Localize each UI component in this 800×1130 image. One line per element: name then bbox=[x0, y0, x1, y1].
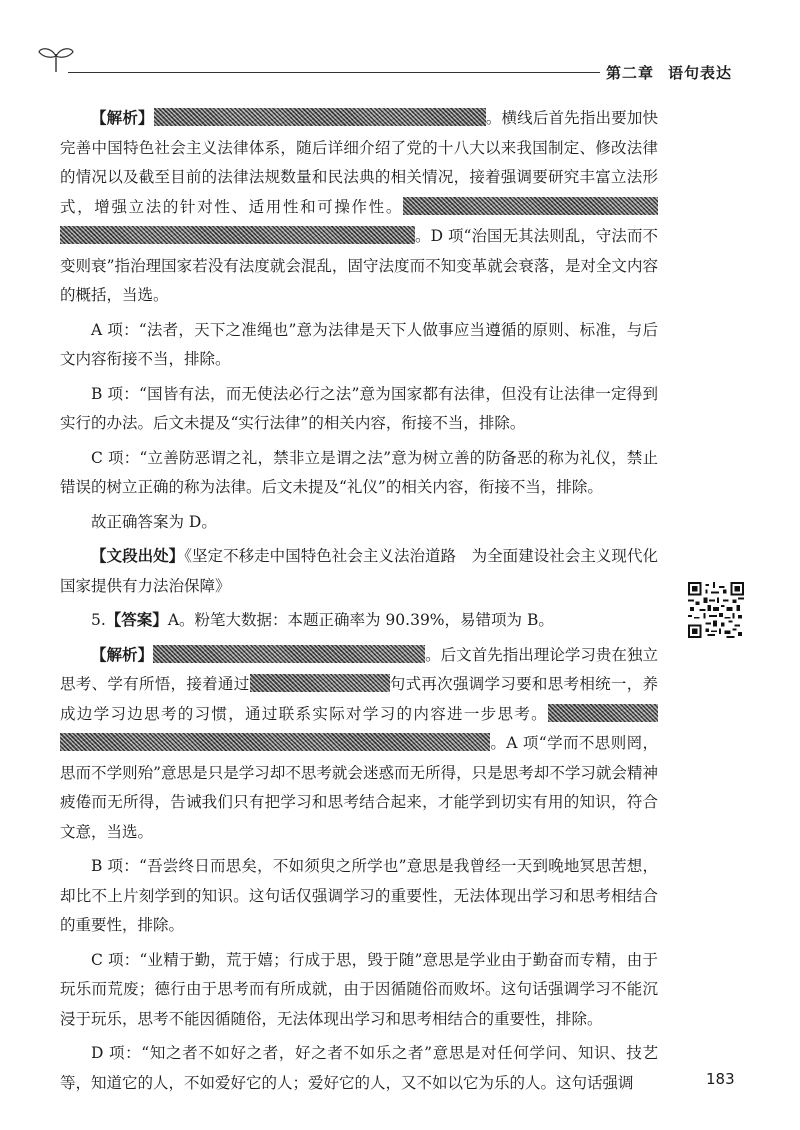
redacted-text bbox=[60, 733, 490, 751]
option-a-q4: A 项：“法者，天下之准绳也”意为法律是天下人做事应当遵循的原则、标准，与后文内容衔接不当，排除。 bbox=[60, 320, 658, 368]
question-number: 5. bbox=[91, 611, 106, 629]
answer-tag: 【答案】 bbox=[105, 611, 168, 629]
source-q4: 【文段出处】《坚定不移走中国特色社会主义法治道路 为全面建设社会主义现代化国家提供有力法治保障》 bbox=[60, 547, 658, 595]
header-rule bbox=[68, 72, 600, 73]
answer-summary-q4: 故正确答案为 D。 bbox=[91, 512, 217, 531]
answer-q5: 5.【答案】A。粉笔大数据：本题正确率为 90.39%，易错项为 B。 bbox=[91, 611, 554, 629]
redacted-text bbox=[403, 197, 658, 215]
qr-code-icon[interactable] bbox=[688, 582, 744, 638]
chapter-title: 语句表达 bbox=[668, 64, 733, 82]
analysis-tag: 【解析】 bbox=[91, 109, 154, 127]
analysis-tag: 【解析】 bbox=[91, 645, 154, 664]
redacted-text bbox=[250, 674, 390, 692]
source-tag: 【文段出处】 bbox=[91, 547, 185, 565]
option-b-q4: B 项：“国皆有法，而无使法必行之法”意为国家都有法律，但没有让法律一定得到实行的办法。后文未提及“实行法律”的相关内容，衔接不当，排除。 bbox=[60, 384, 658, 432]
redacted-text bbox=[60, 226, 415, 244]
page-body bbox=[60, 104, 658, 1098]
sprout-leaf-icon bbox=[36, 42, 76, 76]
option-c-q5: C 项：“业精于勤，荒于嬉；行成于思，毁于随”意思是学业由于勤奋而专精，由于玩乐而荒废；德行由于思考而有所成就，由于因循随俗而败坏。这句话强调学习不能沉浸于玩乐，思考不能因循随俗，无法体现出学习和思考相结合的重要性，排除。 bbox=[60, 950, 658, 1028]
option-b-q5: B 项：“吾尝终日而思矣，不如须臾之所学也”意思是我曾经一天到晚地冥思苦想，却比不上片刻学到的知识。这句话仅强调学习的重要性，无法体现出学习和思考相结合的重要性，排除。 bbox=[60, 857, 658, 934]
analysis-q5: 【解析】 。后文首先指出理论学习贵在独立思考、学有所悟，接着通过 句式再次强调学习要和思考相统一，养成边学习边思考的习惯，通过联系实际对学习的内容进一步思考。。A 项“学而不思则罔，思而不学则殆”意思是只是学习却不思考就会迷惑而无所得，只是思考却不学习就会精神疲倦而无所得，告诫我们只有把学习和思考结合起来，才能学到切实有用的知识，符合文意，当选。 bbox=[60, 645, 658, 841]
chapter-number: 第二章 bbox=[606, 64, 655, 82]
redacted-text bbox=[154, 108, 486, 126]
redacted-text bbox=[548, 704, 658, 722]
page-number: 183 bbox=[706, 1070, 735, 1088]
chapter-header bbox=[606, 62, 732, 83]
option-c-q4: C 项：“立善防恶谓之礼，禁非立是谓之法”意为树立善的防备恶的称为礼仪，禁止错误的树立正确的称为法律。后文未提及“礼仪”的相关内容，衔接不当，排除。 bbox=[60, 448, 658, 496]
option-d-q5: D 项：“知之者不如好之者，好之者不如乐之者”意思是对任何学问、知识、技艺等，知道它的人，不如爱好它的人；爱好它的人，又不如以它为乐的人。这句话强调 bbox=[60, 1044, 658, 1092]
analysis-q4: 【解析】 。横线后首先指出要加快完善中国特色社会主义法律体系，随后详细介绍了党的十八大以来我国制定、修改法律的情况以及截至目前的法律法规数量和民法典的相关情况，接着强调要研究丰富立法形式，增强立法的针对性、适用性和可操作性。。D 项“治国无其法则乱，守法而不变则衰”指治理国家若没有法度就会混乱，固守法度而不知变革就会衰落，是对全文内容的概括，当选。 bbox=[60, 109, 658, 304]
redacted-text bbox=[153, 645, 425, 663]
